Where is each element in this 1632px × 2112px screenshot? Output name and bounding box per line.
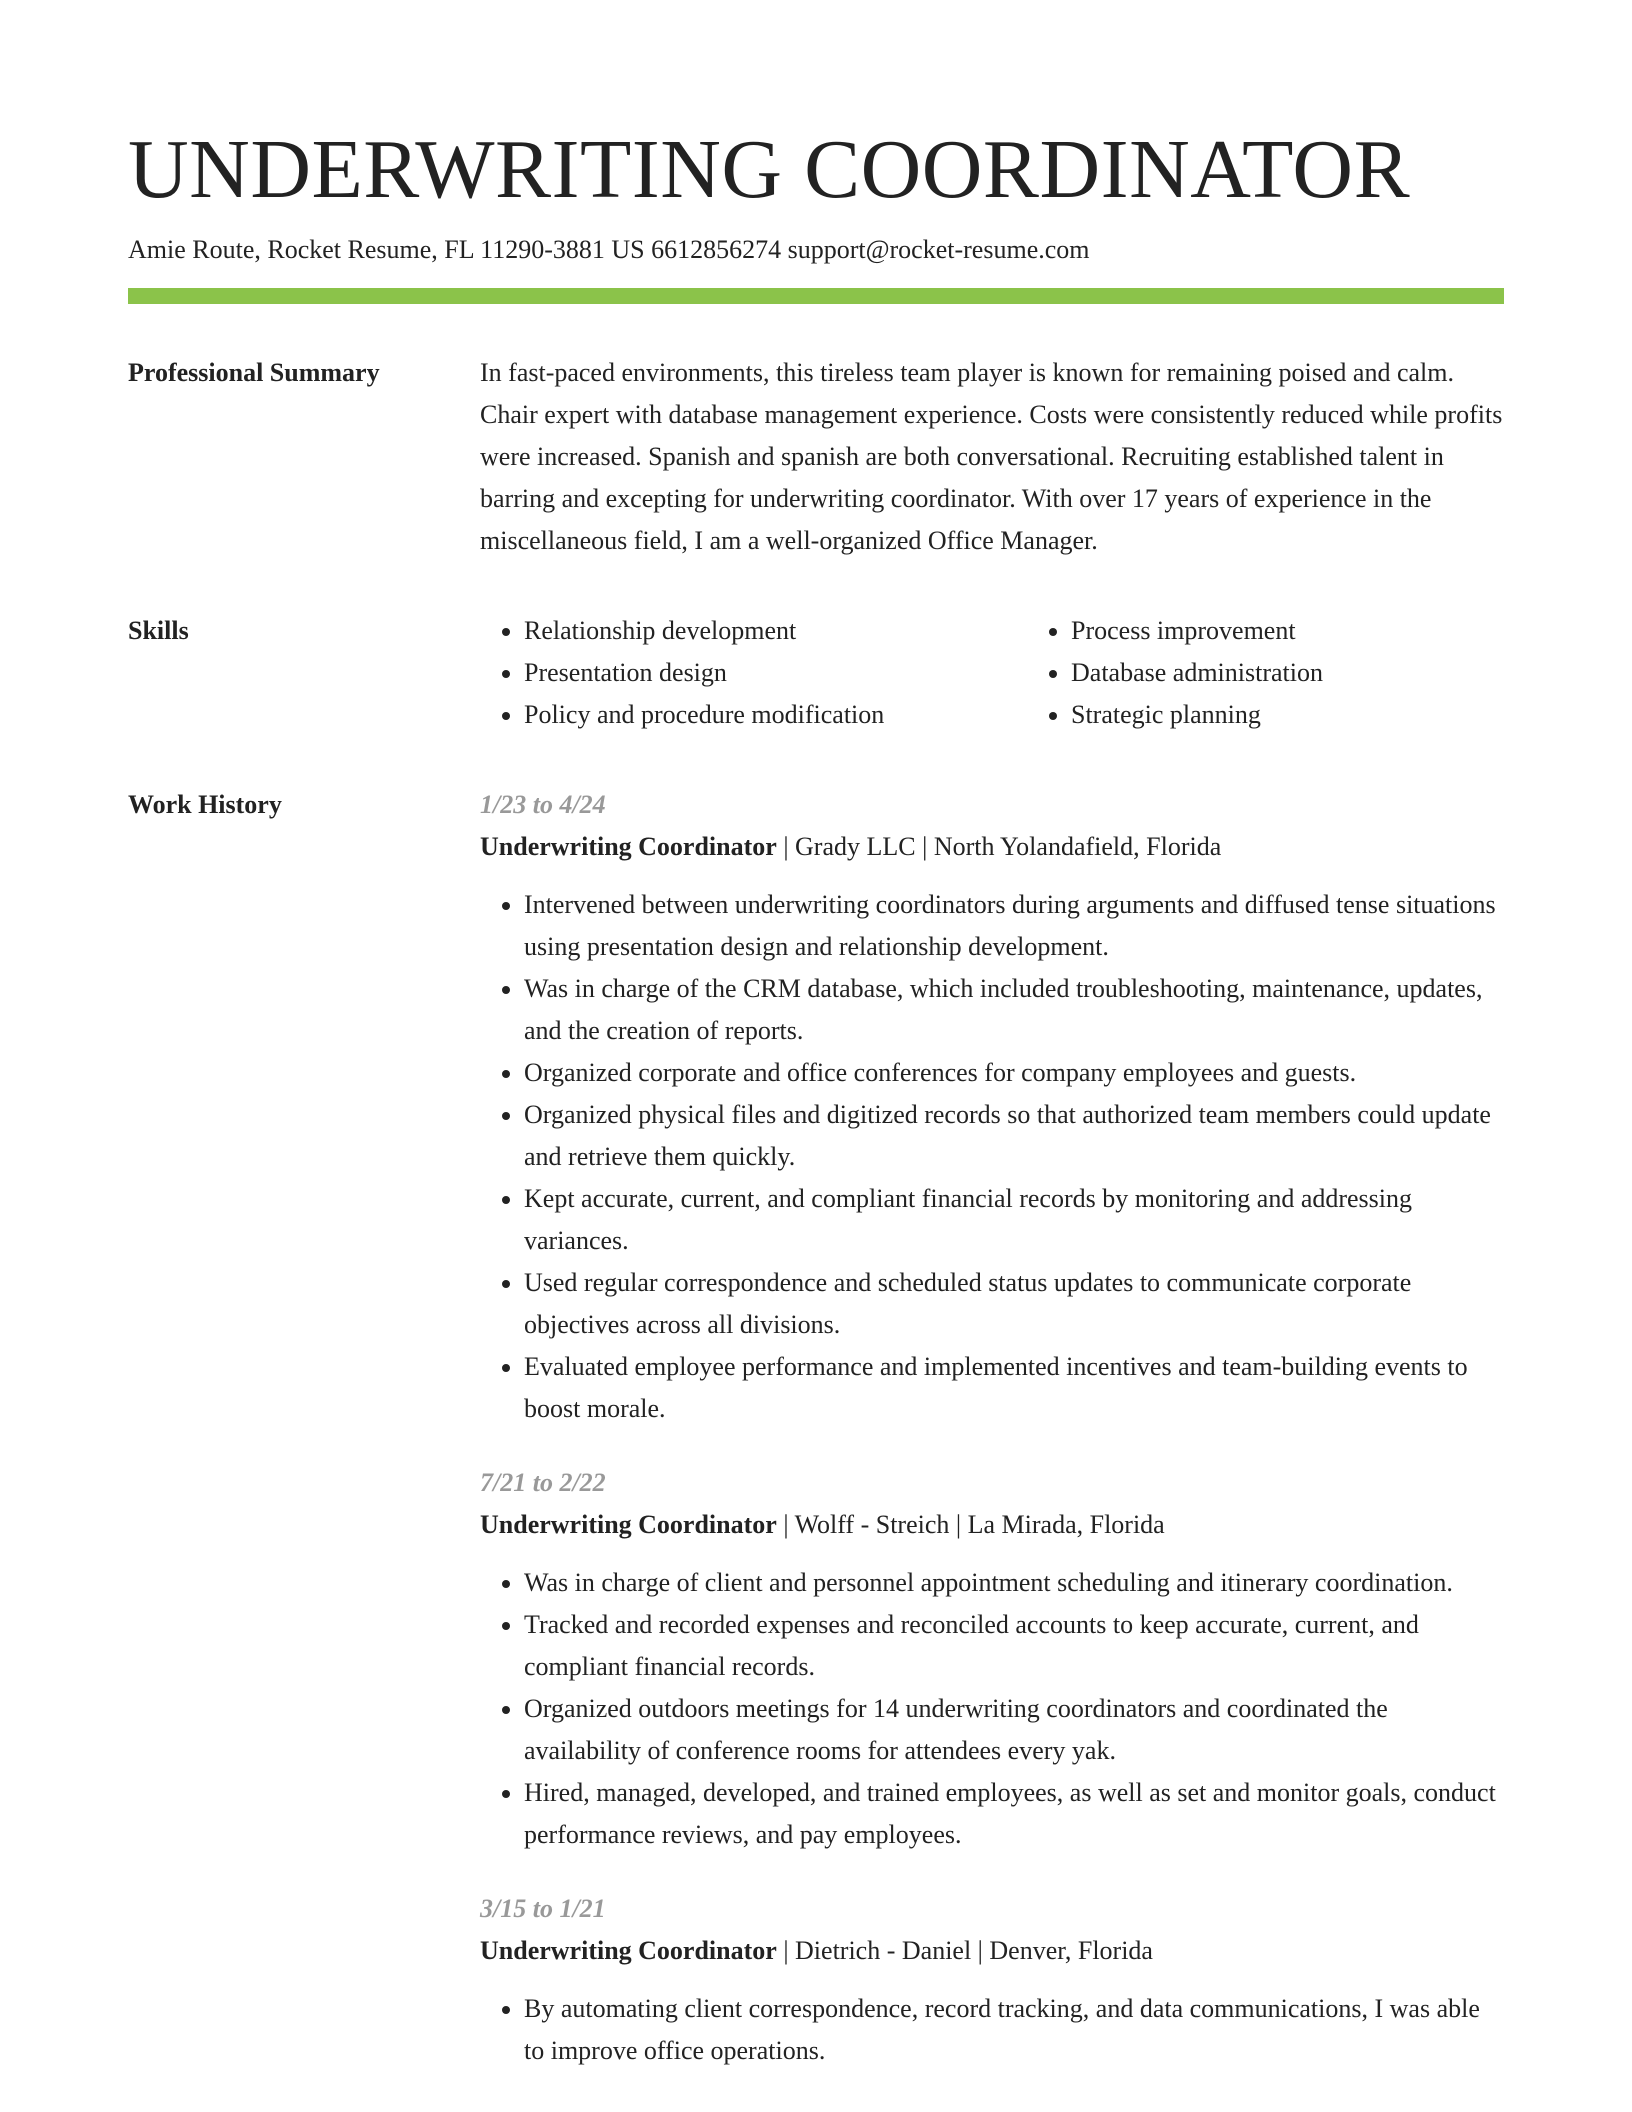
- job-bullet: • Was in charge of the CRM database, which included troubleshooting, maintenance, updates, and the creation of reports.: [524, 968, 1504, 1052]
- job-bullets: [480, 1562, 1504, 1856]
- job-bullet: • Organized corporate and office conferences for company employees and guests.: [524, 1052, 1504, 1094]
- job-details: | Dietrich - Daniel | Denver, Florida: [776, 1936, 1153, 1965]
- job-bullet: • Hired, managed, developed, and trained employees, as well as set and monitor goals, conduct performance reviews, and pay employees.: [524, 1772, 1504, 1856]
- job-title: Underwriting Coordinator: [480, 1510, 777, 1539]
- skills-grid: [480, 610, 1574, 736]
- summary-label: Professional Summary: [128, 358, 380, 387]
- job-entry: [480, 1888, 1504, 2072]
- job-dates: 7/21 to 2/22: [480, 1468, 606, 1497]
- work-history-section: [128, 786, 1504, 2106]
- job-title: Underwriting Coordinator: [480, 1936, 777, 1965]
- contact-line: Amie Route, Rocket Resume, FL 11290-3881 US 6612856274 support@rocket-resume.com: [128, 235, 1090, 264]
- job-bullets: [480, 1988, 1504, 2072]
- work-history-label: Work History: [128, 790, 282, 819]
- skills-label: Skills: [128, 616, 189, 645]
- job-bullet: • Intervened between underwriting coordinators during arguments and diffused tense situations using presentation design and relationship development.: [524, 884, 1504, 968]
- job-bullet: • Was in charge of client and personnel appointment scheduling and itinerary coordination.: [524, 1562, 1504, 1604]
- skills-body: [480, 612, 1574, 736]
- job-bullet: • Kept accurate, current, and compliant financial records by monitoring and addressing variances.: [524, 1178, 1504, 1262]
- job-bullet: • Evaluated employee performance and implemented incentives and team-building events to boost morale.: [524, 1346, 1504, 1430]
- job-title: Underwriting Coordinator: [480, 832, 777, 861]
- resume-title: UNDERWRITING COORDINATOR: [128, 123, 1411, 216]
- job-bullets: [480, 884, 1504, 1430]
- skill-item: • Database administration: [1071, 652, 1574, 694]
- job-heading: [480, 1504, 1504, 1546]
- job-bullet: • Used regular correspondence and scheduled status updates to communicate corporate objectives across all divisions.: [524, 1262, 1504, 1346]
- skill-item: • Strategic planning: [1071, 694, 1574, 736]
- job-details: | Wolff - Streich | La Mirada, Florida: [776, 1510, 1165, 1539]
- summary-text: In fast-paced environments, this tireless team player is known for remaining poised and calm. Chair expert with database management experience. Costs were consistently reduced while profits were increased. Spanish and spanish are both conversational. Recruiting established talent in barring and excepting for underwriting coordinator. With over 17 years of experience in the miscellaneous field, I am a well-organized Office Manager.: [480, 358, 1503, 555]
- skills-section: [128, 612, 1504, 736]
- job-bullet: • Tracked and recorded expenses and reconciled accounts to keep accurate, current, and compliant financial records.: [524, 1604, 1504, 1688]
- summary-body: [480, 354, 1504, 562]
- job-bullet: • Organized physical files and digitized records so that authorized team members could update and retrieve them quickly.: [524, 1094, 1504, 1178]
- job-dates: 1/23 to 4/24: [480, 790, 606, 819]
- job-details: | Grady LLC | North Yolandafield, Florida: [776, 832, 1222, 861]
- job-bullet: • By automating client correspondence, record tracking, and data communications, I was able to improve office operations.: [524, 1988, 1504, 2072]
- skills-right-list: [1027, 610, 1574, 736]
- job-bullet: • Organized outdoors meetings for 14 underwriting coordinators and coordinated the availability of conference rooms for attendees every yak.: [524, 1688, 1504, 1772]
- accent-divider: [128, 288, 1504, 304]
- job-heading: [480, 1930, 1504, 1972]
- skill-item: • Policy and procedure modification: [524, 694, 1027, 736]
- skill-item: • Relationship development: [524, 610, 1027, 652]
- summary-section: [128, 354, 1504, 562]
- work-history-body: [480, 786, 1504, 2106]
- job-dates: 3/15 to 1/21: [480, 1894, 606, 1923]
- skills-left-list: [480, 610, 1027, 736]
- job-entry: [480, 784, 1504, 1430]
- skill-item: • Presentation design: [524, 652, 1027, 694]
- skill-item: • Process improvement: [1071, 610, 1574, 652]
- resume-page: [128, 118, 1504, 2106]
- job-heading: [480, 826, 1504, 868]
- job-entry: [480, 1462, 1504, 1856]
